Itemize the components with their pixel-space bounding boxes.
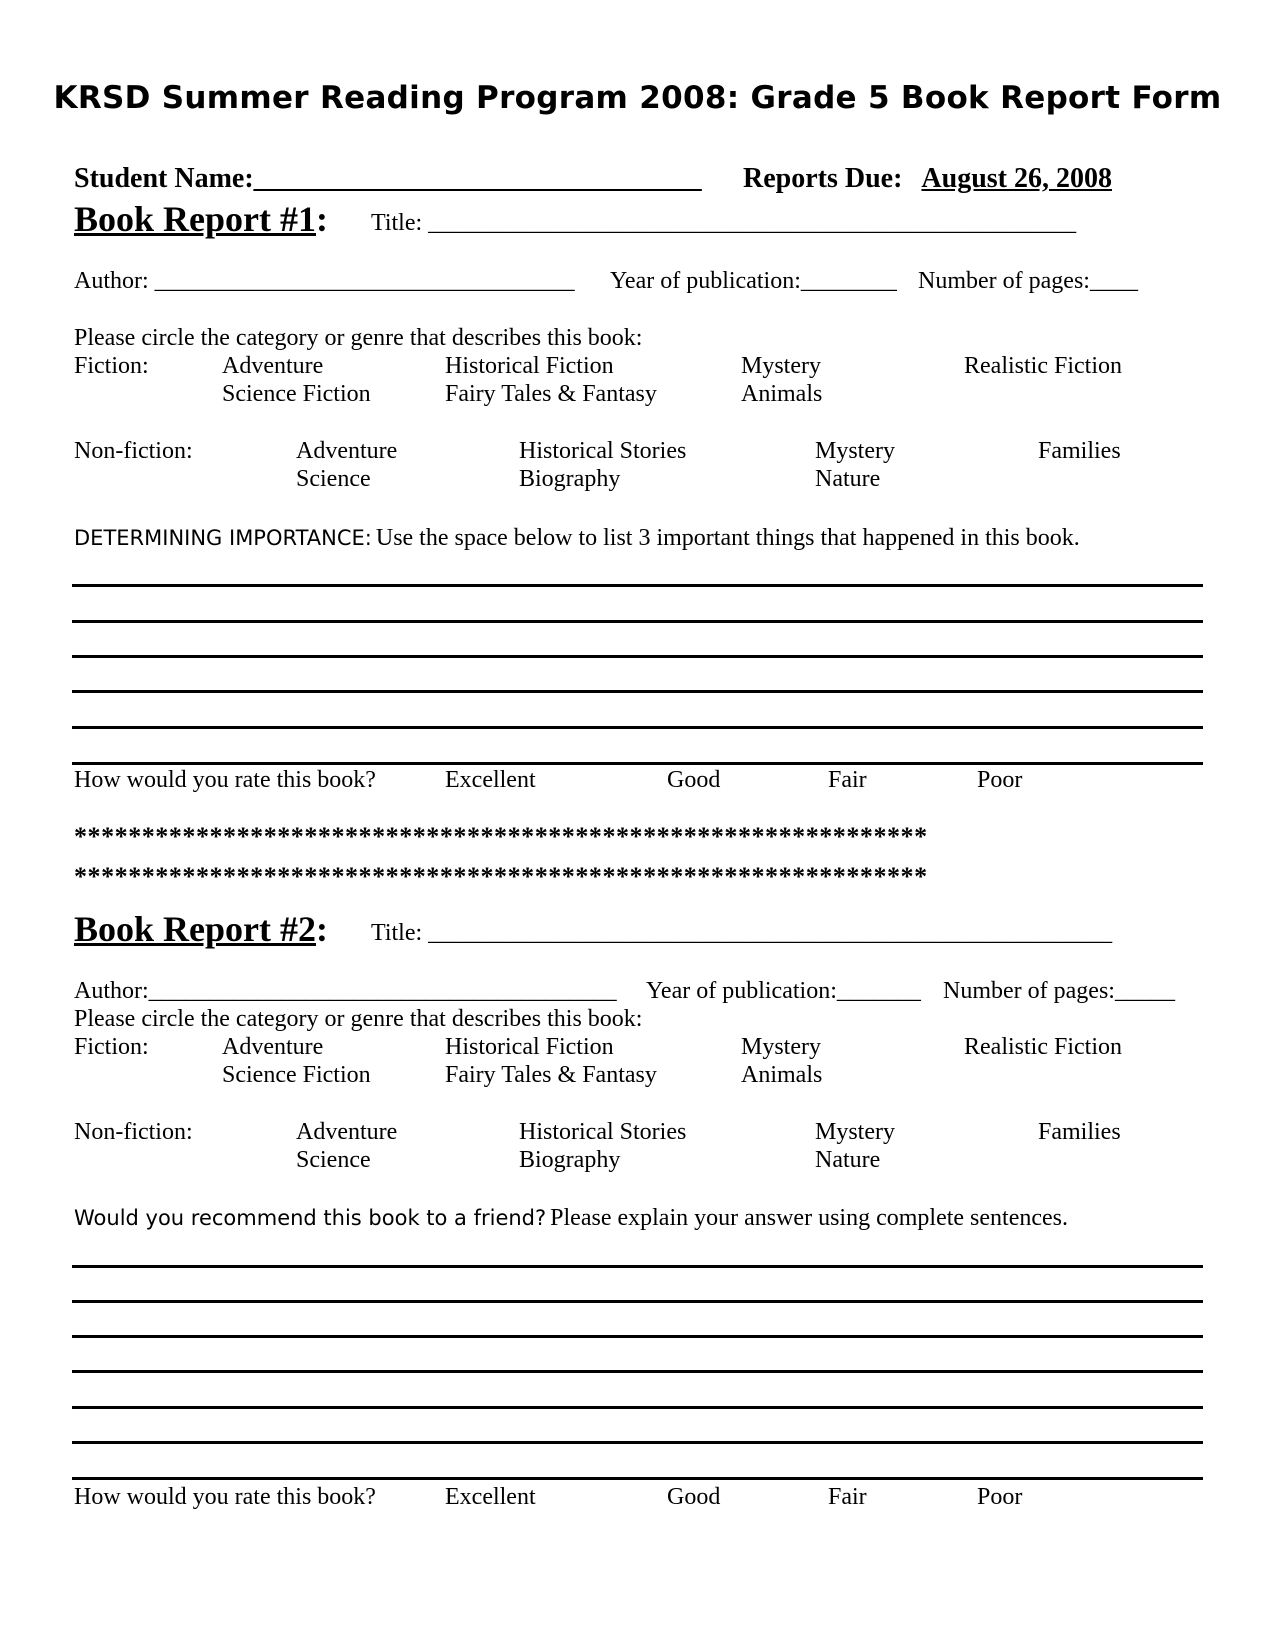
report1-pages-blank[interactable]: ____ <box>1089 268 1138 294</box>
report1-answer-line-4[interactable] <box>72 690 1203 693</box>
report1-nonfiction-families[interactable]: Families <box>1038 438 1121 464</box>
report1-fiction-realistic-fiction[interactable]: Realistic Fiction <box>964 353 1122 379</box>
report1-nonfiction-biography[interactable]: Biography <box>519 466 621 492</box>
report1-rating-fair[interactable]: Fair <box>828 767 867 793</box>
report2-title-label: Title: <box>371 920 423 946</box>
report2-fiction-realistic-fiction[interactable]: Realistic Fiction <box>964 1034 1122 1060</box>
report2-heading-colon: : <box>316 909 328 949</box>
page-title: KRSD Summer Reading Program 2008: Grade 5 Book Report Form <box>53 80 1222 116</box>
report2-nonfiction-families[interactable]: Families <box>1038 1119 1121 1145</box>
report1-title-blank[interactable]: ______________________________________________________ <box>428 210 1077 236</box>
report1-prompt-heading: DETERMINING IMPORTANCE: <box>74 526 372 550</box>
report1-answer-line-1[interactable] <box>72 584 1203 587</box>
report1-nonfiction-nature[interactable]: Nature <box>815 466 881 492</box>
report1-fiction-historical-fiction[interactable]: Historical Fiction <box>445 353 614 379</box>
report1-nonfiction-science[interactable]: Science <box>296 466 371 492</box>
report1-title-field[interactable] <box>371 210 1076 237</box>
report2-nonfiction-label: Non-fiction: <box>74 1119 193 1145</box>
report1-answer-line-5[interactable] <box>72 726 1203 729</box>
report1-genre-prompt: Please circle the category or genre that describes this book: <box>74 325 643 351</box>
report1-nonfiction-label: Non-fiction: <box>74 438 193 464</box>
report1-heading <box>74 198 328 240</box>
report2-rating-fair[interactable]: Fair <box>828 1484 867 1510</box>
report2-genre-prompt: Please circle the category or genre that describes this book: <box>74 1006 643 1032</box>
report1-rating-poor[interactable]: Poor <box>977 767 1023 793</box>
report2-rating-poor[interactable]: Poor <box>977 1484 1023 1510</box>
report1-fiction-animals[interactable]: Animals <box>741 381 823 407</box>
report2-fiction-animals[interactable]: Animals <box>741 1062 823 1088</box>
report2-answer-line-6[interactable] <box>72 1441 1203 1444</box>
report2-fiction-label: Fiction: <box>74 1034 149 1060</box>
report2-year-field[interactable] <box>646 978 921 1005</box>
report1-fiction-mystery[interactable]: Mystery <box>741 353 821 379</box>
report2-fiction-science-fiction[interactable]: Science Fiction <box>222 1062 371 1088</box>
report2-rating-good[interactable]: Good <box>667 1484 721 1510</box>
report2-year-blank[interactable]: _______ <box>836 978 921 1004</box>
report1-author-blank[interactable]: ___________________________________ <box>154 268 575 294</box>
report2-author-blank[interactable]: _______________________________________ <box>148 978 617 1004</box>
report2-heading-text: Book Report #2 <box>74 909 316 949</box>
student-name-label: Student Name: <box>74 163 254 194</box>
report1-fiction-fairy-tales[interactable]: Fairy Tales & Fantasy <box>445 381 657 407</box>
report1-answer-line-2[interactable] <box>72 620 1203 623</box>
report2-answer-line-2[interactable] <box>72 1300 1203 1303</box>
report2-nonfiction-mystery[interactable]: Mystery <box>815 1119 895 1145</box>
report2-fiction-mystery[interactable]: Mystery <box>741 1034 821 1060</box>
report2-heading <box>74 908 328 950</box>
report1-answer-line-6[interactable] <box>72 762 1203 765</box>
report2-title-blank[interactable]: _________________________________________________________ <box>428 920 1113 946</box>
reports-due-date: August 26, 2008 <box>921 163 1113 194</box>
report2-answer-line-4[interactable] <box>72 1370 1203 1373</box>
report1-author-label: Author: <box>74 268 149 294</box>
reports-due-label: Reports Due: <box>743 163 903 194</box>
report2-pages-label: Number of pages: <box>943 978 1115 1004</box>
report2-fiction-historical-fiction[interactable]: Historical Fiction <box>445 1034 614 1060</box>
report1-year-field[interactable] <box>610 268 897 295</box>
report1-fiction-label: Fiction: <box>74 353 149 379</box>
report1-rating-good[interactable]: Good <box>667 767 721 793</box>
report2-rate-label: How would you rate this book? <box>74 1484 376 1510</box>
report2-nonfiction-science[interactable]: Science <box>296 1147 371 1173</box>
report2-answer-line-1[interactable] <box>72 1265 1203 1268</box>
report1-fiction-adventure[interactable]: Adventure <box>222 353 324 379</box>
report1-year-blank[interactable]: ________ <box>800 268 897 294</box>
report2-fiction-adventure[interactable]: Adventure <box>222 1034 324 1060</box>
report1-heading-text: Book Report #1 <box>74 199 316 239</box>
report1-pages-label: Number of pages: <box>918 268 1090 294</box>
report2-nonfiction-historical-stories[interactable]: Historical Stories <box>519 1119 687 1145</box>
student-name-blank[interactable]: ________________________________ <box>253 163 702 194</box>
report1-title-label: Title: <box>371 210 423 236</box>
report2-answer-line-5[interactable] <box>72 1406 1203 1409</box>
report2-pages-field[interactable] <box>943 978 1175 1005</box>
report1-prompt <box>74 525 1080 552</box>
report1-nonfiction-historical-stories[interactable]: Historical Stories <box>519 438 687 464</box>
report2-pages-blank[interactable]: _____ <box>1114 978 1175 1004</box>
report1-rating-excellent[interactable]: Excellent <box>445 767 536 793</box>
report2-author-label: Author: <box>74 978 149 1004</box>
report2-year-label: Year of publication: <box>646 978 837 1004</box>
report1-answer-line-3[interactable] <box>72 655 1203 658</box>
report1-heading-colon: : <box>316 199 328 239</box>
report1-year-label: Year of publication: <box>610 268 801 294</box>
report2-prompt-heading: Would you recommend this book to a friend? <box>74 1206 547 1230</box>
report1-nonfiction-adventure[interactable]: Adventure <box>296 438 398 464</box>
report1-prompt-text: Use the space below to list 3 important things that happened in this book. <box>375 525 1080 551</box>
report2-answer-line-7[interactable] <box>72 1477 1203 1480</box>
reports-due <box>743 163 1112 195</box>
report1-fiction-science-fiction[interactable]: Science Fiction <box>222 381 371 407</box>
report2-nonfiction-nature[interactable]: Nature <box>815 1147 881 1173</box>
report2-rating-excellent[interactable]: Excellent <box>445 1484 536 1510</box>
report1-author-field[interactable] <box>74 268 575 295</box>
report2-prompt <box>74 1205 1068 1232</box>
separator-stars-2: *************************************************************** <box>74 862 928 891</box>
report1-rate-label: How would you rate this book? <box>74 767 376 793</box>
report2-prompt-text: Please explain your answer using complete sentences. <box>550 1205 1068 1231</box>
report2-title-field[interactable] <box>371 920 1112 947</box>
report2-author-field[interactable] <box>74 978 617 1005</box>
student-name-field[interactable] <box>74 163 702 195</box>
report1-nonfiction-mystery[interactable]: Mystery <box>815 438 895 464</box>
report2-fiction-fairy-tales[interactable]: Fairy Tales & Fantasy <box>445 1062 657 1088</box>
report2-nonfiction-adventure[interactable]: Adventure <box>296 1119 398 1145</box>
separator-stars-1: *************************************************************** <box>74 822 928 851</box>
report2-answer-line-3[interactable] <box>72 1335 1203 1338</box>
report2-nonfiction-biography[interactable]: Biography <box>519 1147 621 1173</box>
report1-pages-field[interactable] <box>918 268 1138 295</box>
